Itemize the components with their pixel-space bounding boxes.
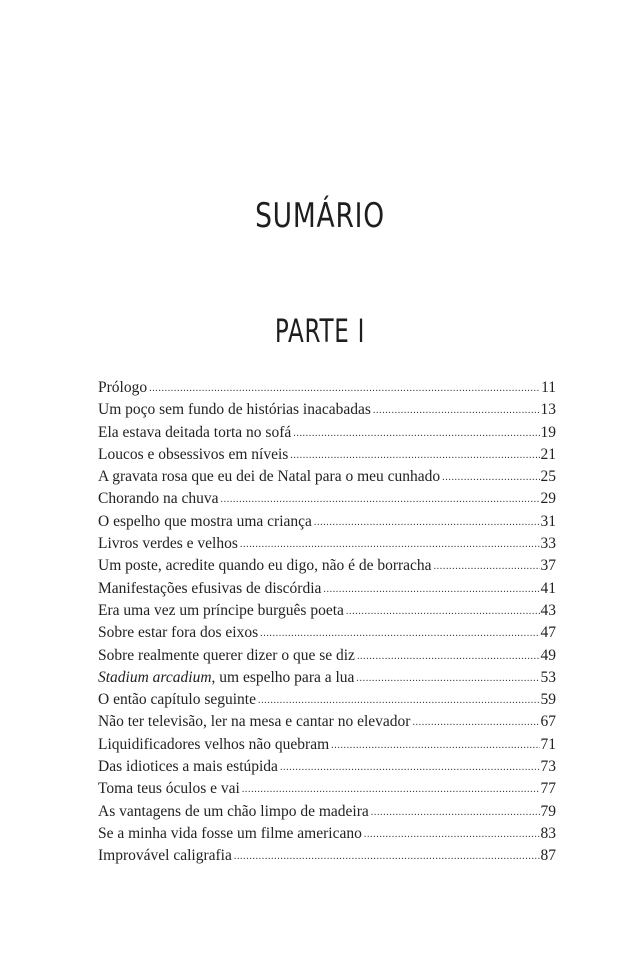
dot-leader <box>149 378 540 400</box>
toc-entry[interactable] <box>98 756 556 778</box>
toc-entry[interactable] <box>98 778 556 800</box>
entry-page-number: 13 <box>540 401 556 419</box>
entry-page-number: 47 <box>540 624 556 642</box>
entry-page-number: 83 <box>540 824 556 842</box>
entry-title: Se a minha vida fosse um filme americano <box>98 824 362 842</box>
entry-page-number: 67 <box>540 713 556 731</box>
dot-leader <box>357 646 540 668</box>
toc-entry[interactable] <box>98 845 556 867</box>
toc-entry[interactable] <box>98 444 556 466</box>
toc-entry[interactable] <box>98 533 556 555</box>
dot-leader <box>260 623 539 645</box>
dot-leader <box>221 489 540 511</box>
entry-page-number: 21 <box>540 445 556 463</box>
entry-title: Manifestações efusivas de discórdia <box>98 579 322 597</box>
dot-leader <box>434 556 540 578</box>
entry-title: Chorando na chuva <box>98 490 219 508</box>
dot-leader <box>373 400 540 422</box>
entry-title: Loucos e obsessivos em níveis <box>98 445 289 463</box>
entry-page-number: 31 <box>540 512 556 530</box>
entry-page-number: 53 <box>540 668 556 686</box>
dot-leader <box>412 712 539 734</box>
toc-entry[interactable] <box>98 488 556 510</box>
entry-title: Sobre estar fora dos eixos <box>98 624 259 642</box>
entry-title: Ela estava deitada torta no sofá <box>98 423 292 441</box>
entry-page-number: 59 <box>540 691 556 709</box>
toc-entry[interactable] <box>98 734 556 756</box>
dot-leader <box>346 601 540 623</box>
entry-page-number: 43 <box>540 601 556 619</box>
toc-entry[interactable] <box>98 600 556 622</box>
entry-title: Prólogo <box>98 379 148 396</box>
dot-leader <box>242 779 540 801</box>
entry-page-number: 87 <box>540 847 556 865</box>
toc-entry[interactable] <box>98 422 556 444</box>
entry-page-number: 33 <box>540 535 556 553</box>
entry-page-number: 77 <box>540 780 556 798</box>
entry-page-number: 25 <box>540 468 556 486</box>
entry-title-italic: Stadium arcadium <box>98 668 212 686</box>
entry-page-number: 73 <box>540 758 556 776</box>
entry-title: Um poste, acredite quando eu digo, não é de borracha <box>98 557 432 575</box>
entry-page-number: 29 <box>540 490 556 508</box>
dot-leader <box>364 824 540 846</box>
entry-title: Sobre realmente querer dizer o que se diz <box>98 646 355 664</box>
dot-leader <box>280 757 540 779</box>
dot-leader <box>234 846 540 868</box>
entry-page-number: 41 <box>540 579 556 597</box>
toc-entry[interactable] <box>98 466 556 488</box>
dot-leader <box>258 690 540 712</box>
entry-title-rest: , um espelho para a lua <box>211 668 355 686</box>
entry-title: Era uma vez um príncipe burguês poeta <box>98 601 344 619</box>
entry-title: Livros verdes e velhos <box>98 535 238 553</box>
entry-title: Um poço sem fundo de histórias inacabadas <box>98 401 371 419</box>
toc-entry[interactable] <box>98 511 556 533</box>
toc-entry[interactable] <box>98 689 556 711</box>
entry-title: As vantagens de um chão limpo de madeira <box>98 802 369 820</box>
dot-leader <box>240 534 540 556</box>
entry-title: Improvável caligrafia <box>98 847 232 865</box>
part-heading: PARTE I <box>274 312 366 350</box>
entry-title: Toma teus óculos e vai <box>98 780 240 798</box>
toc-entry[interactable] <box>98 823 556 845</box>
entry-title: Não ter televisão, ler na mesa e cantar no elevador <box>98 713 411 731</box>
dot-leader <box>442 467 539 489</box>
entry-page-number: 79 <box>540 802 556 820</box>
toc-entry[interactable] <box>98 555 556 577</box>
dot-leader <box>331 735 539 757</box>
toc-entry[interactable] <box>98 377 556 399</box>
entry-title: O espelho que mostra uma criança <box>98 512 312 530</box>
entry-title <box>98 667 354 689</box>
dot-leader <box>314 512 540 534</box>
toc-entry[interactable] <box>98 667 556 689</box>
toc-entry[interactable] <box>98 801 556 823</box>
toc-entry[interactable] <box>98 399 556 421</box>
dot-leader <box>293 423 539 445</box>
entry-page-number: 11 <box>541 379 556 396</box>
toc-list <box>98 377 556 868</box>
toc-entry[interactable] <box>98 645 556 667</box>
dot-leader <box>356 668 539 690</box>
entry-title: Das idiotices a mais estúpida <box>98 758 278 776</box>
entry-title: O então capítulo seguinte <box>98 691 256 709</box>
entry-page-number: 49 <box>540 646 556 664</box>
dot-leader <box>371 802 540 824</box>
toc-entry[interactable] <box>98 578 556 600</box>
entry-page-number: 71 <box>540 735 556 753</box>
dot-leader <box>323 579 539 601</box>
dot-leader <box>290 445 539 467</box>
toc-heading: SUMÁRIO <box>255 196 385 236</box>
toc-entry[interactable] <box>98 711 556 733</box>
entry-page-number: 19 <box>540 423 556 441</box>
toc-entry[interactable] <box>98 622 556 644</box>
entry-page-number: 37 <box>540 557 556 575</box>
entry-title: A gravata rosa que eu dei de Natal para o meu cunhado <box>98 468 441 486</box>
entry-title: Liquidificadores velhos não quebram <box>98 735 330 753</box>
